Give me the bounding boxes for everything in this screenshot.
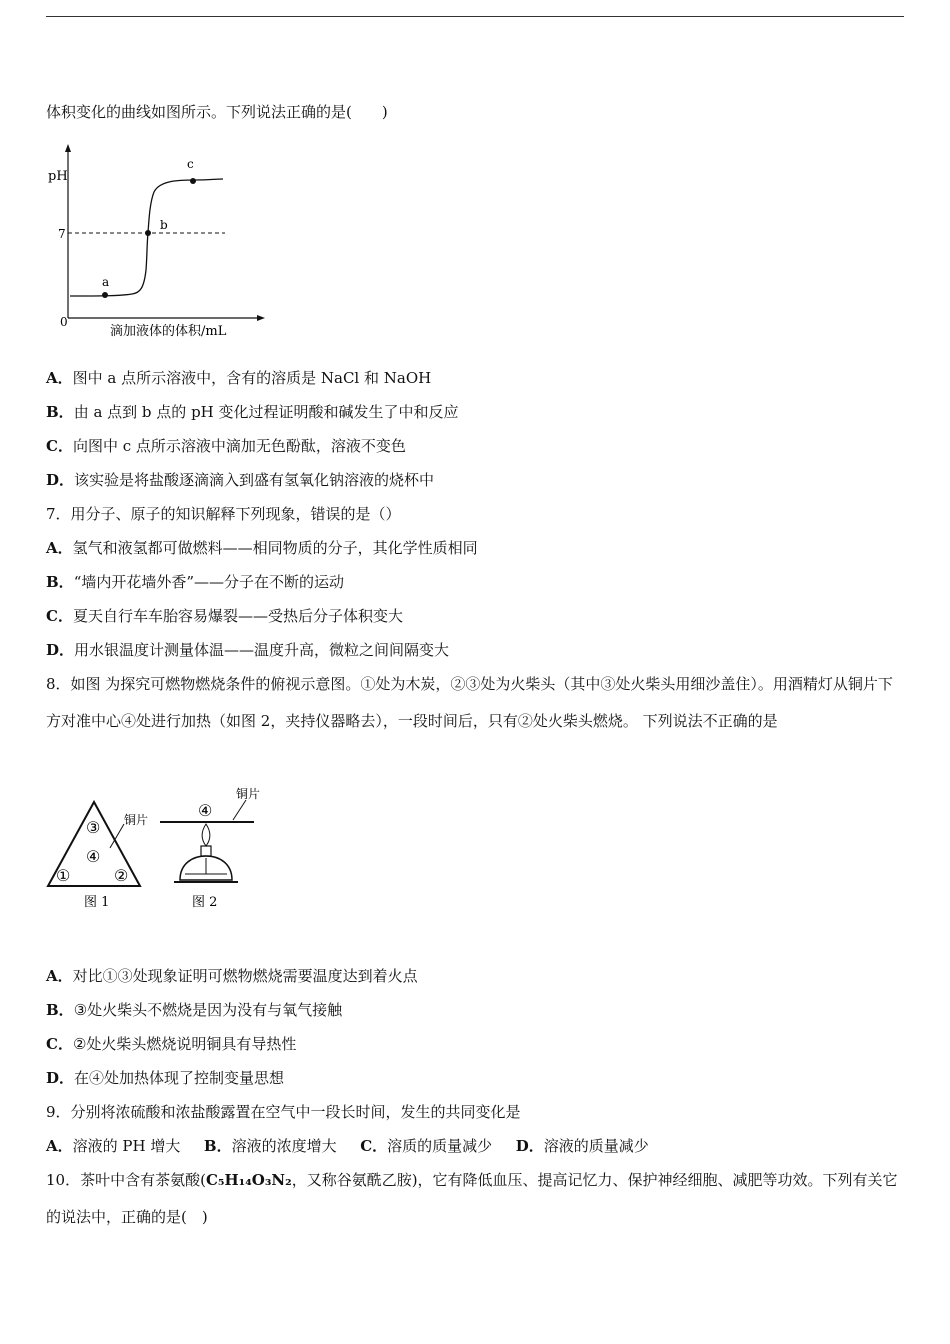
fig1-copper-label: 铜片 — [124, 813, 149, 827]
fig1-n1: ① — [56, 866, 71, 885]
y-axis-arrow — [65, 144, 71, 152]
point-b-marker — [145, 230, 151, 236]
fig2-n4: ④ — [198, 801, 213, 820]
tick-7-label: 7 — [58, 227, 66, 241]
fig1-caption: 图 1 — [84, 895, 110, 910]
q6-option-b: B．由 a 点到 b 点的 pH 变化过程证明酸和碱发生了中和反应 — [46, 403, 459, 421]
q6-option-c: C．向图中 c 点所示溶液中滴加无色酚酞，溶液不变色 — [46, 437, 406, 455]
q6-option-d: D．该实验是将盐酸逐滴滴入到盛有氢氧化钠溶液的烧杯中 — [46, 471, 435, 489]
q9-stem: 9．分别将浓硫酸和浓盐酸露置在空气中一段长时间，发生的共同变化是 — [46, 1103, 521, 1121]
q7-stem: 7．用分子、原子的知识解释下列现象，错误的是（） — [46, 505, 401, 523]
point-c-marker — [190, 178, 196, 184]
fig2-lamp-neck — [201, 846, 211, 856]
q8-figures — [40, 780, 280, 915]
q10-formula: C₅H₁₄O₃N₂ — [205, 1171, 292, 1189]
fig1-n2: ② — [114, 866, 129, 885]
q8-option-b: B．③处火柴头不燃烧是因为没有与氧气接触 — [46, 1001, 343, 1019]
q9-options: A．溶液的 PH 增大 B．溶液的浓度增大 C．溶质的质量减少 D．溶液的质量减少 — [46, 1137, 649, 1155]
fig2-flame — [202, 824, 210, 846]
q8-stem: 8．如图 为探究可燃物燃烧条件的俯视示意图。①处为木炭，②③处为火柴头（其中③处火柴头用细沙盖住）。用酒精灯从铜片下方对准中心④处进行加热（如图 2，夹持仪器略去），一段时间后，只有②处火柴头燃烧。 下列说法不正确的是 — [46, 675, 893, 730]
point-a-marker — [102, 292, 108, 298]
header-rule — [46, 16, 904, 17]
fig2-caption: 图 2 — [192, 895, 218, 910]
titration-curve — [70, 179, 223, 296]
intro-text: 体积变化的曲线如图所示。下列说法正确的是( ) — [46, 103, 388, 121]
x-axis-arrow — [257, 315, 265, 321]
q8-option-c: C．②处火柴头燃烧说明铜具有导热性 — [46, 1035, 297, 1053]
origin-label: 0 — [60, 315, 68, 329]
x-axis-label: 滴加液体的体积/mL — [110, 324, 227, 339]
q7-option-a: A．氢气和液氢都可做燃料——相同物质的分子，其化学性质相同 — [46, 539, 478, 557]
q8-option-a: A．对比①③处现象证明可燃物燃烧需要温度达到着火点 — [46, 967, 418, 985]
fig2-copper-leader — [233, 800, 246, 820]
fig1-n4: ④ — [86, 847, 101, 866]
q10-stem: 10．茶叶中含有茶氨酸(C₅H₁₄O₃N₂，又称谷氨酰乙胺)，它有降低血压、提高记忆力、保护神经细胞、减肥等功效。下列有关它的说法中，正确的是( ) — [46, 1171, 898, 1226]
fig1-n3: ③ — [86, 818, 101, 837]
q6-option-a: A．图中 a 点所示溶液中，含有的溶质是 NaCl 和 NaOH — [46, 369, 432, 387]
point-a-label: a — [102, 275, 110, 289]
ph-titration-graph — [40, 140, 270, 340]
q7-option-b: B．“墙内开花墙外香”——分子在不断的运动 — [46, 573, 345, 591]
fig2-copper-label: 铜片 — [236, 787, 261, 801]
point-b-label: b — [160, 218, 168, 232]
q8-option-d: D．在④处加热体现了控制变量思想 — [46, 1069, 285, 1087]
point-c-label: c — [187, 157, 194, 171]
y-axis-label: pH — [48, 169, 68, 184]
q7-option-c: C．夏天自行车车胎容易爆裂——受热后分子体积变大 — [46, 607, 403, 625]
q7-option-d: D．用水银温度计测量体温——温度升高，微粒之间间隔变大 — [46, 641, 450, 659]
